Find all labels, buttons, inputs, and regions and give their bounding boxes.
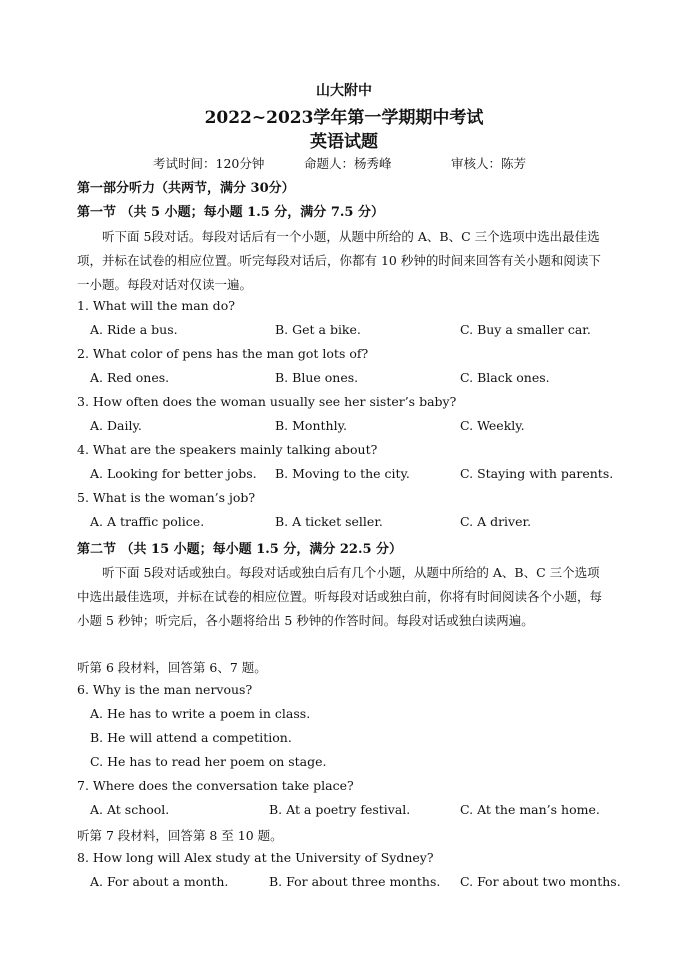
q4-option-a: A. Looking for better jobs. (90, 466, 257, 481)
q7-option-c: C. At the man’s home. (460, 802, 600, 817)
q6-option-c: C. He has to read her poem on stage. (90, 754, 327, 769)
exam-term-title: 2022~2023学年第一学期期中考试 (204, 108, 484, 128)
question-3: 3. How often does the woman usually see her sister’s baby? (77, 394, 457, 409)
school-name: 山大附中 (316, 83, 372, 99)
q4-option-c: C. Staying with parents. (460, 466, 614, 481)
question-5: 5. What is the woman’s job? (77, 490, 256, 505)
q3-option-b: B. Monthly. (275, 418, 347, 433)
q8-option-b: B. For about three months. (269, 874, 441, 889)
q1-option-a: A. Ride a bus. (90, 322, 178, 337)
q2-option-a: A. Red ones. (90, 370, 170, 385)
material-7-note: 听第 7 段材料，回答第 8 至 10 题。 (77, 828, 283, 843)
question-6: 6. Why is the man nervous? (77, 682, 253, 697)
q4-option-b: B. Moving to the city. (275, 466, 410, 481)
part1-title: 第一部分听力（共两节，满分 30分） (77, 181, 295, 196)
q2-option-c: C. Black ones. (460, 370, 550, 385)
material-6-note: 听第 6 段材料，回答第 6、7 题。 (77, 660, 267, 675)
q5-option-a: A. A traffic police. (90, 514, 205, 529)
q1-option-c: C. Buy a smaller car. (460, 322, 591, 337)
question-2: 2. What color of pens has the man got lots of? (77, 346, 369, 361)
q7-option-b: B. At a poetry festival. (269, 802, 411, 817)
question-4: 4. What are the speakers mainly talking about? (77, 442, 378, 457)
q1-option-b: B. Get a bike. (275, 322, 361, 337)
question-1: 1. What will the man do? (77, 298, 235, 313)
q3-option-c: C. Weekly. (460, 418, 525, 433)
exam-time: 考试时间：120分钟 (153, 156, 265, 171)
section2-instructions: 听下面 5段对话或独白。每段对话或独白后有几个小题，从题中所给的 A、B、C 三个选项中选出最佳选项，并标在试卷的相应位置。听每段对话或独白前，你将有时间阅读各个小题，每小题 5 秒钟；听完后，各小题将给出 5 秒钟的作答时间。每段对话或独白读两遍。 (77, 565, 603, 628)
q8-option-a: A. For about a month. (90, 874, 229, 889)
exam-reviewer: 审核人：陈芳 (451, 156, 527, 171)
q6-option-b: B. He will attend a competition. (90, 730, 292, 745)
q6-option-a: A. He has to write a poem in class. (90, 706, 311, 721)
q2-option-b: B. Blue ones. (275, 370, 359, 385)
q3-option-a: A. Daily. (90, 418, 142, 433)
question-7: 7. Where does the conversation take place? (77, 778, 354, 793)
q8-option-c: C. For about two months. (460, 874, 621, 889)
q7-option-a: A. At school. (90, 802, 170, 817)
section1-instructions: 听下面 5段对话。每段对话后有一个小题，从题中所给的 A、B、C 三个选项中选出最佳选项，并标在试卷的相应位置。听完每段对话后，你都有 10 秒钟的时间来回答有关小题和阅读下一小题。每段对话对仅读一遍。 (77, 229, 601, 292)
q5-option-c: C. A driver. (460, 514, 532, 529)
q5-option-b: B. A ticket seller. (275, 514, 383, 529)
section2-title: 第二节 （共 15 小题；每小题 1.5 分，满分 22.5 分） (77, 542, 403, 557)
exam-author: 命题人：杨秀峰 (304, 156, 392, 171)
question-8: 8. How long will Alex study at the University of Sydney? (77, 850, 434, 865)
section1-title: 第一节 （共 5 小题；每小题 1.5 分，满分 7.5 分） (77, 205, 384, 220)
subject-title: 英语试题 (310, 132, 378, 152)
